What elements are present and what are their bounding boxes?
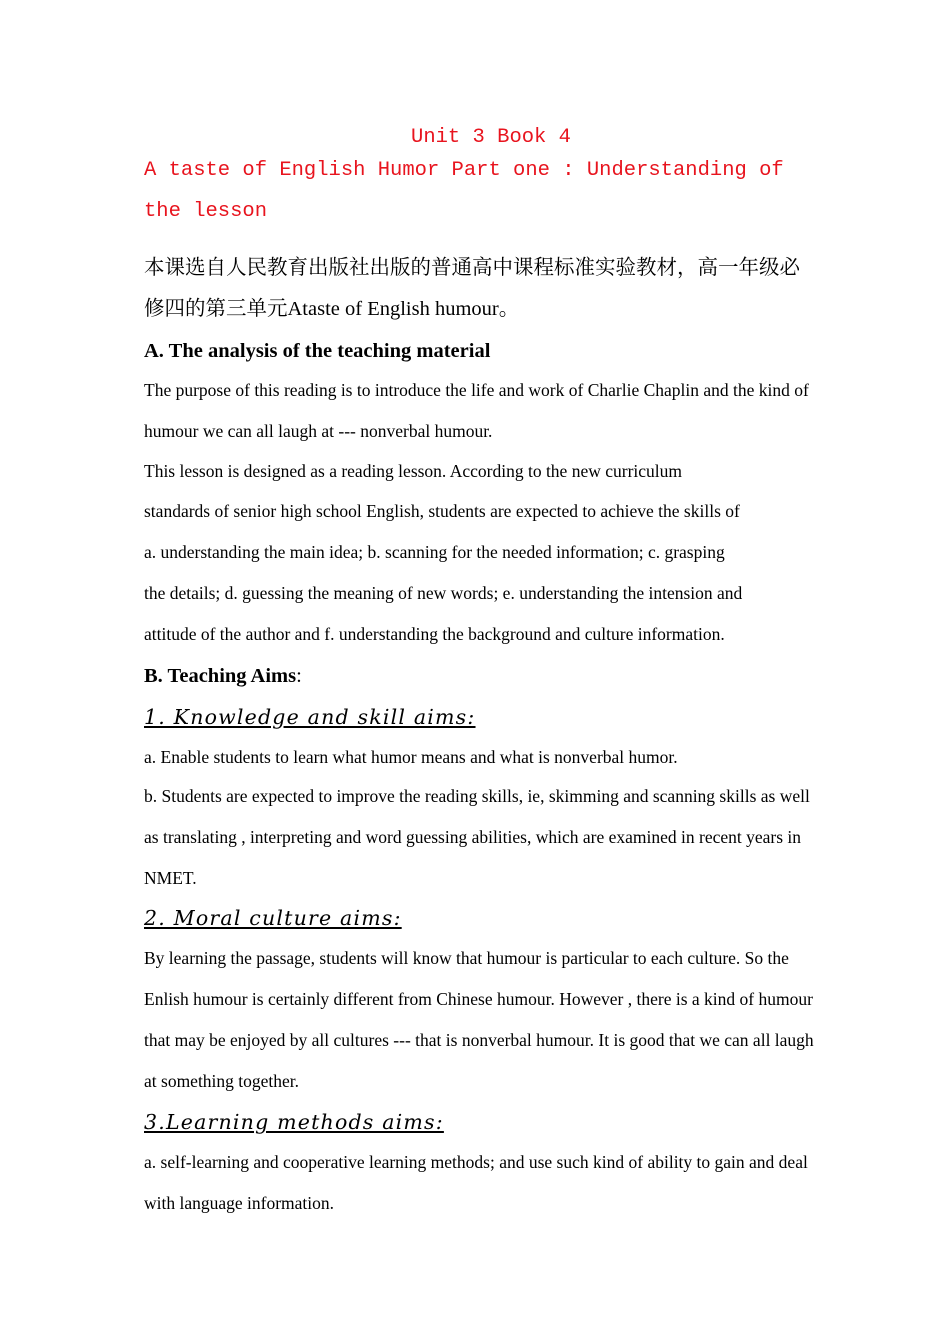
section-a-para1: The purpose of this reading is to introduce the life and work of Charlie Chaplin and the kind of humour we can all laugh at --- nonverbal humour.: [144, 380, 809, 441]
para2-line: a. understanding the main idea; b. scanning for the needed information; c. grasping: [144, 542, 725, 562]
para2-line: the details; d. guessing the meaning of new words; e. understanding the intension and: [144, 583, 743, 603]
aim3-text: a. self-learning and cooperative learning methods; and use such kind of ability to gain and deal with language information.: [144, 1152, 808, 1213]
aim3-title: 3.Learning methods aims:: [144, 1110, 444, 1134]
aim1-title: 1. Knowledge and skill aims:: [144, 705, 476, 729]
intro-paragraph: [144, 247, 814, 330]
section-a-para2-rest: [144, 491, 814, 655]
section-b-heading: [144, 662, 302, 690]
aim2-title: 2. Moral culture aims:: [144, 906, 402, 930]
aim1-item-a: a. Enable students to learn what humor means and what is nonverbal humor.: [144, 747, 678, 767]
document-title: Unit 3 Book 4: [411, 126, 571, 149]
intro-cn-text: 本课选自人民教育出版社出版的普通高中课程标准实验教材，高一年级必修四的第三单元: [144, 255, 800, 320]
section-a-para2-line1: This lesson is designed as a reading lesson. According to the new curriculum: [144, 461, 683, 481]
para2-line: standards of senior high school English, students are expected to achieve the skills of: [144, 501, 740, 521]
section-a-heading: A. The analysis of the teaching material: [144, 340, 491, 362]
aim1-item-b: b. Students are expected to improve the reading skills, ie, skimming and scanning skills as well as translating , interpreting and word guessing abilities, which are examined in recent years in NMET.: [144, 786, 810, 888]
intro-en-text: Ataste of English humour: [287, 298, 499, 320]
aim2-text: By learning the passage, students will know that humour is particular to each culture. So the Enlish humour is certainly different from Chinese humour. However , there is a kind of humour that may be enjoyed by all cultures --- that is nonverbal humour. It is good that we can all laugh at something together.: [144, 948, 814, 1091]
document-subtitle: A taste of English Humor Part one : Understanding of the lesson: [144, 159, 784, 223]
section-b-heading-colon: :: [296, 665, 302, 687]
intro-end-punct: 。: [498, 296, 520, 320]
section-b-heading-text: B. Teaching Aims: [144, 665, 297, 687]
para2-line: attitude of the author and f. understanding the background and culture information.: [144, 624, 725, 644]
